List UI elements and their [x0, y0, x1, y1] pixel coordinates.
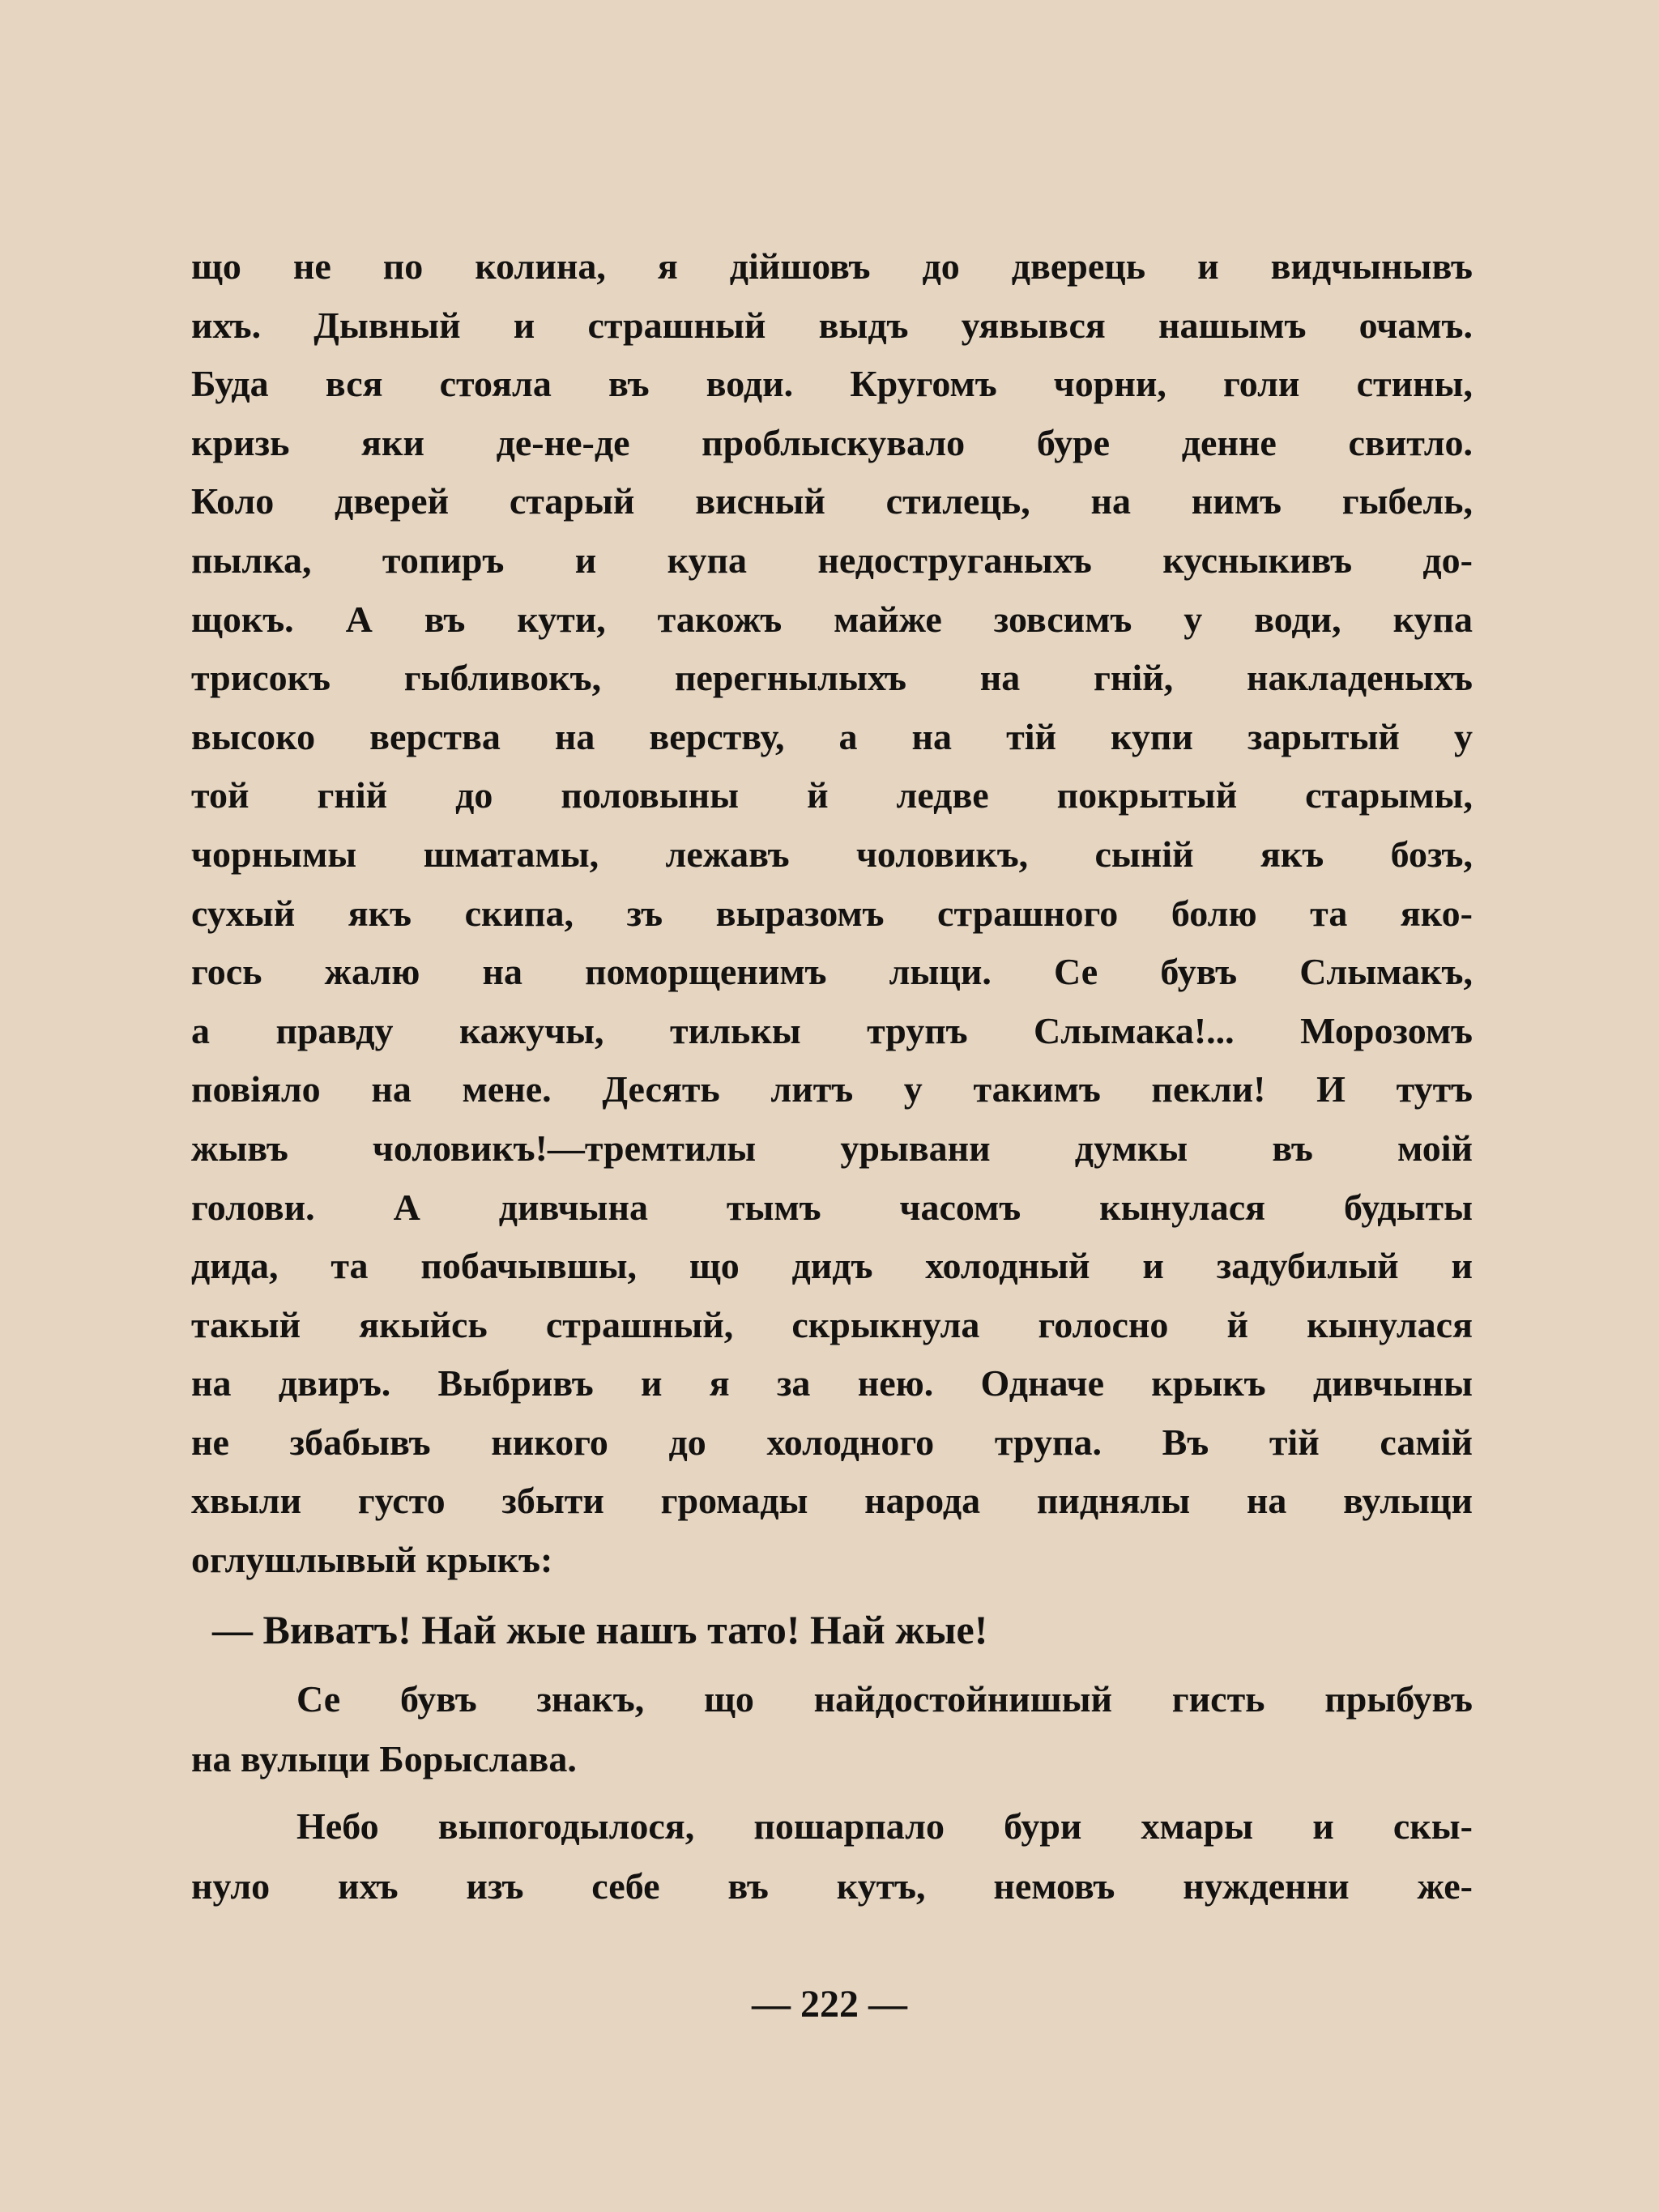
text-line: Буда вся стояла въ води. Кругомъ чорни, голи стины, [191, 363, 1473, 405]
text-line: Небо выпогодылося, пошарпало бури хмары и скы- [296, 1805, 1473, 1847]
page-number: — 222 — [752, 1983, 907, 2026]
text-line: хвыли густо збыти громады народа пиднялы на вулыци [191, 1480, 1473, 1522]
text-line: оглушлывый крыкъ: [191, 1539, 553, 1581]
text-line: сухый якъ скипа, зъ выразомъ страшного болю та яко- [191, 892, 1473, 934]
text-line: повіяло на мене. Десять литъ у такимъ пекли! И тутъ [191, 1068, 1473, 1110]
text-line: дида, та побачывшы, що дидъ холодный и задубилый и [191, 1245, 1473, 1287]
text-line: щокъ. А въ кути, такожъ майже зовсимъ у води, купа [191, 598, 1473, 640]
text-line: ихъ. Дывный и страшный выдъ уявывся нашымъ очамъ. [191, 304, 1473, 346]
text-line: такый якыйсь страшный, скрыкнула голосно й кынулася [191, 1303, 1473, 1345]
text-line: Коло дверей старый висный стилець, на нимъ гыбель, [191, 480, 1473, 522]
text-line: гось жалю на поморщенимъ лыци. Се бувъ Слымакъ, [191, 951, 1473, 993]
text-line: Се бувъ знакъ, що найдостойнишый гисть прыбувъ [296, 1678, 1473, 1720]
paragraph-3 [191, 1796, 1473, 1916]
text-line: жывъ чоловикъ!—тремтилы урывани думкы въ моій [191, 1127, 1473, 1169]
text-line: що не по колина, я дійшовъ до дверець и видчынывъ [191, 245, 1473, 287]
text-line: голови. А дивчына тымъ часомъ кынулася будыты [191, 1186, 1473, 1228]
text-line: кризь яки де-не-де проблыскувало буре денне свитло. [191, 421, 1473, 463]
dialogue-line: — Виватъ! Най жые нашъ тато! Най жые! [212, 1607, 988, 1652]
text-line: не збабывъ никого до холодного трупа. Въ тій самій [191, 1421, 1473, 1463]
text-line: на двиръ. Выбривъ и я за нею. Одначе крыкъ дивчыны [191, 1362, 1473, 1404]
text-line: пылка, топиръ и купа недоструганыхъ кусныкивъ до- [191, 539, 1473, 581]
text-line: высоко верства на верству, а на тій купи зарытый у [191, 715, 1473, 757]
text-line: а правду кажучы, тилькы трупъ Слымака!... Морозомъ [191, 1009, 1473, 1051]
text-line: нуло ихъ изъ себе въ кутъ, немовъ нужденни же- [191, 1865, 1473, 1907]
paragraph-1 [191, 237, 1473, 1590]
text-line: той гній до половыны й ледве покрытый старымы, [191, 774, 1473, 816]
paragraph-2 [191, 1669, 1473, 1789]
text-line: на вулыци Борыслава. [191, 1738, 577, 1779]
text-line: трисокъ гыбливокъ, перегнылыхъ на гній, накладеныхъ [191, 657, 1473, 699]
text-line: чорнымы шматамы, лежавъ чоловикъ, сыній якъ бозъ, [191, 833, 1473, 875]
